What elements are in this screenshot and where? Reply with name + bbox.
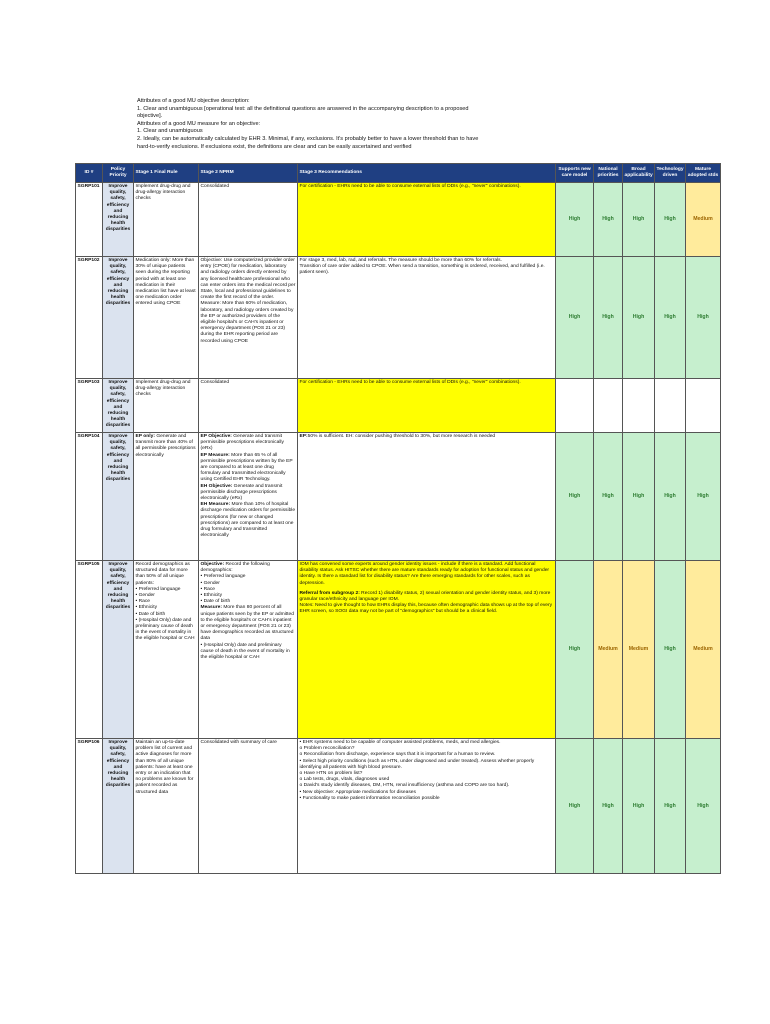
objectives-table	[75, 163, 721, 874]
stage3-text: IOM has convened some experts around gender identity issues - include if there is a standard. Add functional disability status. Ask HITSC whether there are mature standards ready for adoption for functional status and gender identity. Is there a standard list for disability status? Are there emerging standards for other scales, such as depression.	[299, 562, 550, 586]
row-id: SGRP102	[76, 257, 103, 379]
stage3-text: o Lab tests, drugs, vitals, diagnoses used	[299, 777, 390, 783]
stage3-cell	[298, 433, 556, 561]
stage3-cell	[298, 739, 556, 874]
bold-lead: EP Measure:	[200, 452, 230, 458]
header-national-priorities: National priorities	[594, 164, 623, 183]
rating-cell: High	[686, 257, 721, 379]
intro-line: Attributes of a good MU objective description:	[137, 98, 250, 104]
stage3-text: For certification - EHRs need to be able to consume external lists of DDIs (e.g., "never" combinations).	[299, 380, 521, 385]
rating-cell: High	[556, 433, 594, 561]
stage3-text: • EHR systems need to be capable of computer assisted problems, meds, and med allergies.	[299, 740, 501, 745]
stage3-text	[300, 591, 554, 603]
stage3-text: For certification - EHRs need to be able to consume external lists of DDIs (e.g., "never" combinations).	[299, 184, 521, 189]
stage2-text: Measure: More than 60% of medication, laboratory, and radiology orders created by the EP or authorized providers of the eligible hospital's or CAH's inpatient or emergency department (POS 21 or 23) during the EHR reporting period are recorded using CPOE	[200, 301, 294, 344]
stage3-text	[300, 434, 554, 440]
policy-priority-cell: Improve quality, safety, efficiency and reducing health disparities	[103, 379, 134, 433]
stage1-text: Maintain an up-to-date problem list of current and active diagnoses for more than 80% of all unique patients: have at least one entry or an indication that no problems are known for patient recorded as structured data	[135, 740, 194, 795]
header-id: ID #	[76, 164, 103, 183]
stage1-cell	[134, 257, 199, 379]
row-id: SGRP105	[76, 561, 103, 739]
stage3-cell	[298, 183, 556, 257]
header-mature-stds: Mature adopted stds	[686, 164, 721, 183]
stage2-text	[201, 484, 296, 503]
stage1-text: • Race	[135, 599, 150, 605]
line-text: Generate and transmit permissible discharge prescriptions electronically (eRx)	[200, 483, 283, 502]
intro-line: 1. Clear and unambiguous	[137, 128, 203, 135]
stage3-cell	[298, 257, 556, 379]
table-row	[76, 739, 721, 874]
rating-cell	[556, 379, 594, 433]
line-text: • Preferred language	[200, 574, 246, 580]
row-id: SGRP103	[76, 379, 103, 433]
stage2-text	[201, 605, 296, 642]
header-row	[76, 164, 721, 183]
line-text: More than 10% of hospital discharge medication orders for permissible prescriptions (for new or changed prescriptions) are compared to at least one drug formulary and transmitted electronically	[200, 502, 296, 539]
rating-cell: High	[623, 183, 655, 257]
stage2-cell	[199, 379, 298, 433]
line-text: • (Hospital Only) date and preliminary cause of death in the event of mortality in the eligible hospital or CAH	[200, 642, 290, 661]
stage1-text: • Gender	[135, 593, 155, 599]
header-stage1: Stage 1 Final Rule	[134, 164, 199, 183]
stage3-text: o Problem reconciliation?	[299, 746, 355, 752]
row-id: SGRP101	[76, 183, 103, 257]
stage3-text: o Reconciliation from discharge, experience says that it is important for a human to review.	[299, 752, 496, 758]
rating-cell: High	[655, 433, 686, 561]
rating-cell: High	[594, 183, 623, 257]
row-id: SGRP106	[76, 739, 103, 874]
stage1-text: Medication only: More than 30% of unique patients seen during the reporting period with at least one medication in their medication list have at least one medication order entered using CPOE	[135, 258, 196, 307]
stage2-cell	[199, 739, 298, 874]
table-row	[76, 433, 721, 561]
line-text: • Date of birth	[200, 599, 231, 605]
stage1-cell	[134, 433, 199, 561]
line-text: Generate and transmit permissible prescriptions electronically (eRx)	[200, 434, 284, 452]
rating-cell: Medium	[623, 561, 655, 739]
line-text: Record 1) disability status, 2) sexual orientation and gender identity status, and 3) more granular race/ethnicity and language per IOM.	[299, 590, 551, 603]
rating-cell: High	[655, 561, 686, 739]
stage1-text	[136, 434, 197, 459]
rating-cell	[594, 379, 623, 433]
line-text: More than 65 % of all permissible prescriptions written by the EP are compared to at least one drug formulary and transmitted electronically using Certified EHR Technology.	[200, 452, 293, 483]
header-technology-driven: Technology driven	[655, 164, 686, 183]
line-text: • Gender	[200, 580, 220, 586]
stage2-text	[201, 502, 296, 539]
stage3-text: Transition of care order added to CPOE. When send a transition, something is ordered, received, and fulfilled (i.e. patient seen).	[299, 264, 545, 276]
table-body	[76, 183, 721, 874]
line-text: Record the following demographics:	[200, 562, 270, 574]
stage2-cell	[199, 257, 298, 379]
table-row	[76, 257, 721, 379]
stage2-cell	[199, 561, 298, 739]
bold-lead: EP Objective:	[200, 434, 232, 439]
stage1-text: • (Hospital Only) date and preliminary cause of death in the event of mortality in the eligible hospital or CAH	[135, 617, 195, 642]
stage1-cell	[134, 561, 199, 739]
stage1-cell	[134, 183, 199, 257]
rating-cell	[623, 379, 655, 433]
rating-cell: High	[556, 257, 594, 379]
line-text: • Race	[200, 586, 215, 592]
intro-line: objective].	[137, 113, 163, 120]
stage1-text: Record demographics as structured data for more than 50% of all unique patients:	[135, 562, 190, 586]
header-broad-applicability: Broad applicability	[623, 164, 655, 183]
bold-lead: EP only:	[135, 434, 155, 439]
intro-line: Attributes of a good MU measure for an objective:	[137, 120, 261, 127]
rating-cell	[686, 379, 721, 433]
line-text: 50% is sufficient. EH: consider pushing threshold to 30%, but more research is needed	[307, 434, 496, 439]
policy-priority-cell: Improve quality, safety, efficiency and reducing health disparities	[103, 561, 134, 739]
table-row	[76, 379, 721, 433]
rating-cell: High	[655, 739, 686, 874]
line-text: More than 80 percent of all unique patients seen by the EP or admitted to the eligible hospital's or CAH's inpatient or emergency department (POS 21 or 23) have demographics recorded as structured data	[200, 605, 294, 642]
stage1-text: Implement drug-drug and drug-allergy interaction checks	[135, 380, 191, 398]
rating-cell: High	[556, 739, 594, 874]
rating-cell: Medium	[686, 561, 721, 739]
stage2-text: Consolidated	[200, 380, 230, 385]
header-stage3: Stage 3 Recommendations	[298, 164, 556, 183]
stage1-text: • Date of birth	[135, 611, 166, 617]
rating-cell: High	[594, 257, 623, 379]
intro-line: hard-to-verify exclusions. If exclusions exist, the definitions are clear and can be easily ascertained and verified	[137, 143, 412, 150]
rating-cell: High	[594, 739, 623, 874]
intro-notes	[137, 98, 557, 151]
stage2-cell	[199, 183, 298, 257]
bold-lead: EH Measure:	[200, 502, 231, 508]
stage2-text	[201, 453, 296, 484]
rating-cell	[655, 379, 686, 433]
stage3-text: • Functionality to make patient information reconciliation possible	[299, 795, 440, 801]
intro-line: 2. Ideally, can be automatically calculated by EHR 3. Minimal, if any, exclusions. It's probably better to have a lower threshold than to have	[137, 135, 479, 142]
rating-cell: High	[686, 433, 721, 561]
stage3-text: • New objective: Appropriate medications for diseases	[299, 789, 416, 795]
stage2-text	[201, 434, 296, 453]
policy-priority-cell: Improve quality, safety, efficiency and reducing health disparities	[103, 739, 134, 874]
stage2-text	[201, 562, 296, 574]
stage2-text: Consolidated	[200, 184, 230, 189]
stage3-cell	[298, 379, 556, 433]
stage3-text: o Have HTN on problem list?	[299, 771, 363, 777]
line-text: Generate and transmit more than 40% of all permissible prescriptions electronically	[135, 434, 196, 458]
rating-cell: High	[623, 739, 655, 874]
policy-priority-cell: Improve quality, safety, efficiency and reducing health disparities	[103, 183, 134, 257]
table-row	[76, 561, 721, 739]
row-id: SGRP104	[76, 433, 103, 561]
rating-cell: High	[556, 561, 594, 739]
rating-cell: High	[655, 257, 686, 379]
stage1-text: • Preferred language	[135, 586, 181, 592]
policy-priority-cell: Improve quality, safety, efficiency and reducing health disparities	[103, 257, 134, 379]
bold-lead: Objective:	[200, 562, 225, 567]
rating-cell: High	[556, 183, 594, 257]
bold-lead: Measure:	[200, 605, 222, 611]
bold-lead: EH Objective:	[200, 483, 233, 489]
header-stage2: Stage 2 NPRM	[199, 164, 298, 183]
header-new-care-model: Supports new care model	[556, 164, 594, 183]
stage3-text: Notes: Need to give thought to how EHRs display this, because often demographic data shows up at the top of every EHR screen, so SOGI data may not be part of "demographics" but should be a clinical field.	[299, 603, 553, 615]
policy-priority-cell: Improve quality, safety, efficiency and reducing health disparities	[103, 433, 134, 561]
header-policy-priority: Policy Priority	[103, 164, 134, 183]
stage2-cell	[199, 433, 298, 561]
rating-cell: High	[594, 433, 623, 561]
rating-cell: Medium	[686, 183, 721, 257]
stage3-text: • Select high priority conditions (such as HTN, under diagnosed and under treated). Assess whether properly identifying all patients with high blood pressure.	[299, 758, 535, 770]
rating-cell: High	[686, 739, 721, 874]
stage1-cell	[134, 379, 199, 433]
rating-cell: High	[623, 257, 655, 379]
stage2-text: Objective: Use computerized provider order entry (CPOE) for medication, laboratory and radiology orders directly entered by any licensed healthcare professional who can enter orders into the medical record per State, local and professional guidelines to create the first record of the order.	[200, 258, 296, 301]
rating-cell: High	[623, 433, 655, 561]
bold-lead: Referral from subgroup 2:	[299, 590, 360, 596]
stage2-text	[201, 643, 296, 662]
bold-lead: EP:	[299, 434, 308, 439]
stage3-text: o David's study identify diseases, DM, HTN, renal insufficiency (asthma and COPD are too hard).	[299, 783, 510, 789]
table-row	[76, 183, 721, 257]
stage3-text: For stage 3, med, lab, rad, and referrals. The measure should be more than 60% for referrals.	[299, 258, 502, 263]
stage1-text: • Ethnicity	[135, 605, 158, 611]
stage1-cell	[134, 739, 199, 874]
rating-cell: Medium	[594, 561, 623, 739]
stage2-text: Consolidated with summary of care	[200, 740, 277, 745]
stage1-text: Implement drug-drug and drug-allergy interaction checks	[135, 184, 191, 202]
intro-line: 1. Clear and unambiguous [operational test: all the definitional questions are answered in the accompanying description to a proposed	[137, 105, 469, 112]
line-text: • Ethnicity	[200, 593, 223, 599]
stage3-cell	[298, 561, 556, 739]
rating-cell: High	[655, 183, 686, 257]
